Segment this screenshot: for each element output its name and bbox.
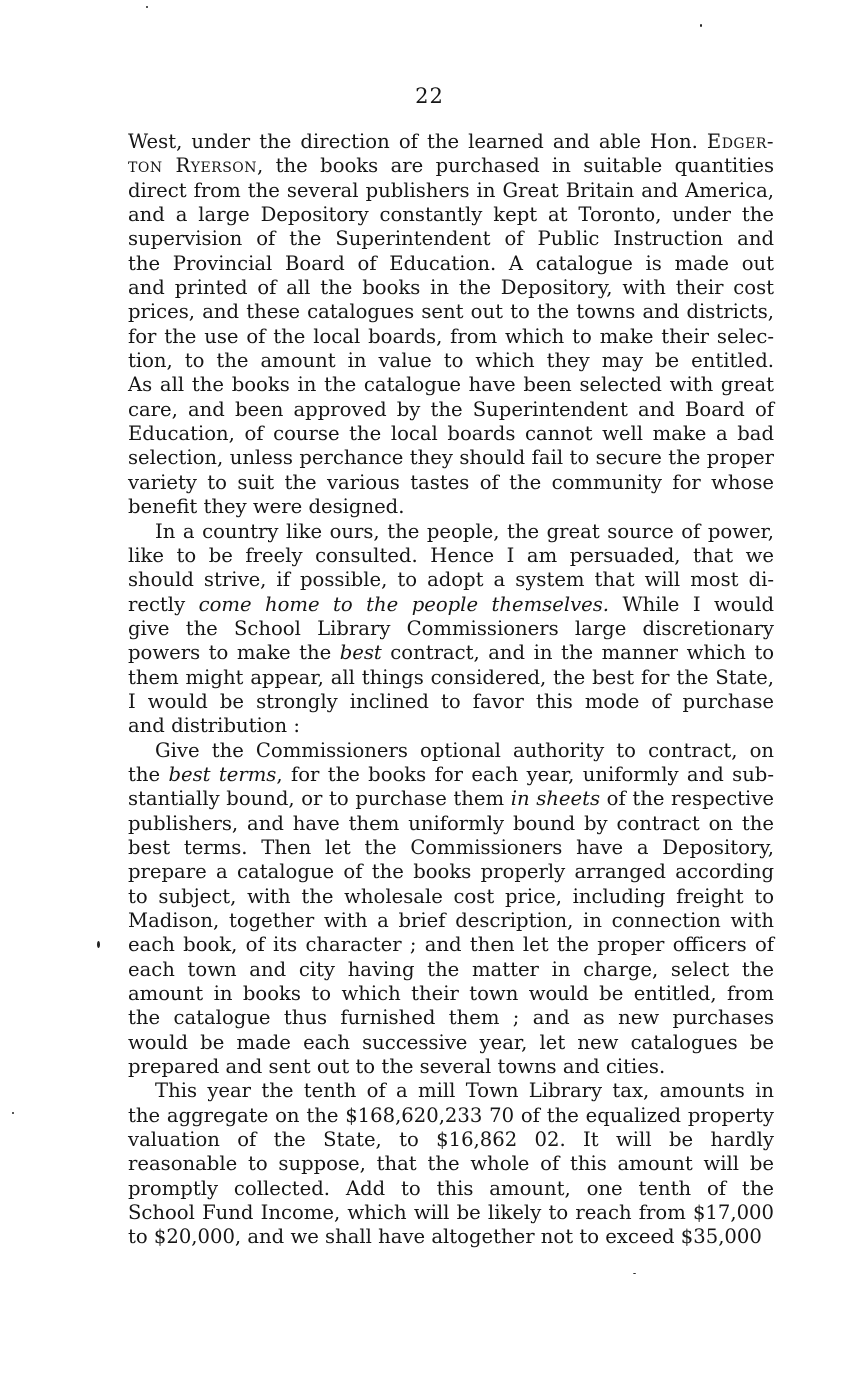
text-line (128, 349, 774, 373)
text-line (128, 1031, 774, 1055)
paragraph (128, 520, 774, 739)
text-line (128, 1177, 774, 1201)
text-line (128, 933, 774, 957)
text-run: and a large Depository constantly kept at Toronto, under the (128, 203, 774, 227)
text-line (128, 373, 774, 397)
text-run: selection, unless perchance they should fail to secure the proper (128, 446, 774, 470)
text-run: This year the tenth of a mill Town Library tax, amounts in (155, 1079, 774, 1103)
text-line (128, 836, 774, 860)
text-line (128, 909, 774, 933)
text-run: and printed of all the books in the Depository, with their cost (128, 276, 774, 300)
text-run: valuation of the State, to $16,862 02. It will be hardly (128, 1128, 774, 1152)
text-line (128, 885, 774, 909)
text-line (128, 1128, 774, 1152)
italic-text: best (339, 641, 382, 665)
text-run: direct from the several publishers in Great Britain and America, (128, 178, 774, 202)
text-run: prepared and sent out to the several towns and cities. (128, 1055, 666, 1079)
text-run: to $20,000, and we shall have altogether not to exceed $35,000 (128, 1225, 762, 1249)
text-line (128, 398, 774, 422)
text-line (128, 1225, 774, 1249)
text-line (128, 1104, 774, 1128)
text-run: and distribution : (128, 714, 300, 738)
text-run: Madison, together with a brief description, in connection with (128, 909, 774, 932)
text-line (128, 641, 774, 665)
small-caps-text: Edger- (706, 130, 774, 153)
text-run: tion, to the amount in value to which they may be entitled. (128, 349, 774, 373)
text-run: powers to make the (128, 641, 340, 665)
scan-speck (700, 24, 702, 27)
text-line (128, 787, 774, 811)
text-line (128, 666, 774, 690)
text-run: As all the books in the catalogue have been selected with great (128, 373, 774, 397)
text-run: give the School Library Commissioners large discretionary (128, 616, 774, 640)
text-run: , for the books for each year, uniformly and sub- (276, 762, 774, 786)
text-run: would be made each successive year, let new catalogues be (128, 1030, 774, 1054)
text-line (128, 860, 774, 884)
text-run: amount in books to which their town would be entitled, from (128, 982, 774, 1006)
text-run: I would be strongly inclined to favor this mode of purchase (128, 689, 774, 713)
text-run: each book, of its character ; and then let the proper officers of (128, 933, 774, 957)
italic-text: in sheets (510, 787, 601, 811)
italic-text: best terms (168, 762, 277, 786)
text-run: should strive, if possible, to adopt a system that will most di- (128, 568, 774, 592)
text-line (128, 617, 774, 641)
text-run: While I would (609, 592, 775, 616)
text-line (128, 130, 774, 154)
scan-speck (12, 1112, 14, 1114)
text-line (128, 495, 774, 519)
text-run: reasonable to suppose, that the whole of this amount will be (128, 1152, 774, 1176)
text-run: prices, and these catalogues sent out to the towns and districts, (128, 300, 774, 324)
text-line (128, 1055, 774, 1079)
text-run: the aggregate on the $168,620,233 70 of the equalized property (128, 1103, 774, 1127)
text-line (128, 690, 774, 714)
small-caps-text: ton Ryerson (128, 154, 258, 178)
text-line (128, 325, 774, 349)
text-line (128, 544, 774, 568)
text-run: Give the Commissioners optional authority to contract, on (155, 738, 774, 762)
text-run: the catalogue thus furnished them ; and as new purchases (128, 1006, 774, 1030)
text-run: the (128, 762, 169, 786)
text-run: each town and city having the matter in charge, select the (128, 957, 774, 981)
text-line (128, 763, 774, 787)
text-line (128, 471, 774, 495)
text-line (128, 958, 774, 982)
text-run: In a country like ours, the people, the great source of power, (155, 519, 774, 543)
text-line (128, 739, 774, 763)
text-line (128, 1006, 774, 1030)
scan-speck (633, 1273, 636, 1274)
text-run: rectly (128, 592, 199, 616)
text-run: West, under the direction of the learned and able Hon. (128, 130, 707, 153)
text-line (128, 203, 774, 227)
text-run: care, and been approved by the Superintendent and Board of (128, 397, 774, 421)
text-run: of the respective (600, 787, 774, 811)
paragraph (128, 130, 774, 520)
text-line (128, 252, 774, 276)
text-run: variety to suit the various tastes of the community for whose (128, 470, 774, 494)
scan-speck (146, 6, 148, 8)
text-line (128, 154, 774, 178)
text-run: like to be freely consulted. Hence I am persuaded, that we (128, 543, 774, 567)
italic-text: come home to the people themselves. (198, 592, 610, 616)
paragraph (128, 739, 774, 1080)
page-number: 22 (415, 84, 444, 108)
paragraph (128, 1079, 774, 1249)
text-line (128, 568, 774, 592)
text-run: contract, and in the manner which to (381, 641, 775, 665)
scan-speck (97, 941, 100, 948)
text-line (128, 446, 774, 470)
text-run: best terms. Then let the Commissioners have a Depository, (128, 835, 774, 859)
text-run: , the books are purchased in suitable quantities (257, 154, 774, 178)
text-line (128, 593, 774, 617)
text-line (128, 179, 774, 203)
text-line (128, 422, 774, 446)
text-line (128, 714, 774, 738)
text-run: benefit they were designed. (128, 495, 405, 519)
text-run: prepare a catalogue of the books properly arranged according (128, 860, 774, 884)
text-line (128, 982, 774, 1006)
text-line (128, 276, 774, 300)
text-run: promptly collected. Add to this amount, one tenth of the (128, 1176, 774, 1200)
text-run: to subject, with the wholesale cost price, including freight to (128, 884, 774, 908)
text-run: publishers, and have them uniformly bound by contract on the (128, 811, 774, 835)
text-run: the Provincial Board of Education. A catalogue is made out (128, 251, 774, 275)
text-line (128, 1079, 774, 1103)
text-line (128, 520, 774, 544)
text-line (128, 1201, 774, 1225)
text-run: Education, of course the local boards cannot well make a bad (128, 422, 774, 446)
body-text (128, 130, 774, 1250)
text-run: them might appear, all things considered, the best for the State, (128, 665, 774, 689)
text-line (128, 227, 774, 251)
text-run: stantially bound, or to purchase them (128, 787, 511, 811)
text-run: for the use of the local boards, from which to make their selec- (128, 324, 774, 348)
text-run: supervision of the Superintendent of Public Instruction and (128, 227, 774, 251)
text-run: School Fund Income, which will be likely to reach from $17,000 (128, 1201, 774, 1225)
text-line (128, 300, 774, 324)
text-line (128, 1152, 774, 1176)
text-line (128, 812, 774, 836)
